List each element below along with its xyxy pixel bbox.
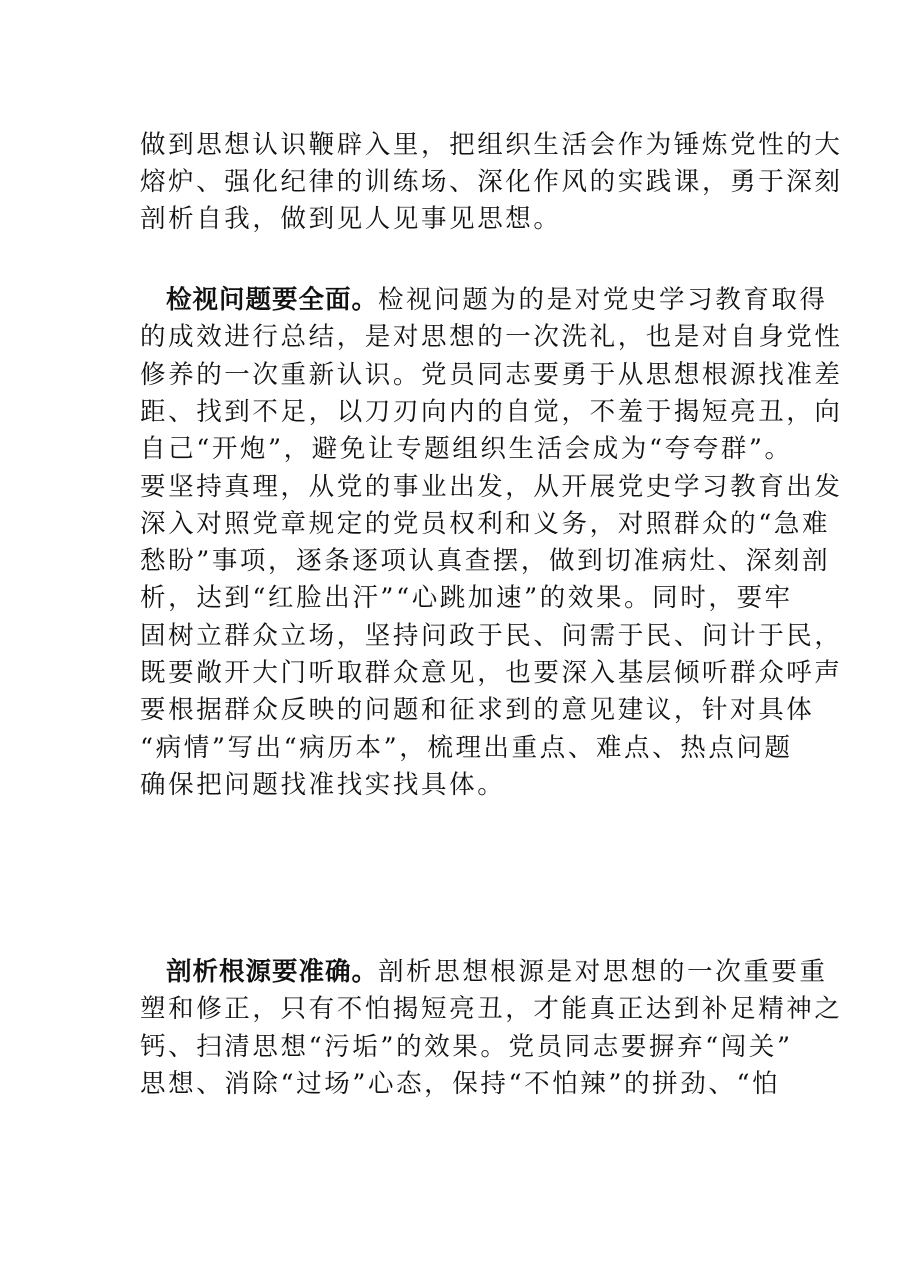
text-line: 确保把问题找准找实找具体。 — [140, 769, 506, 800]
paragraph-first-line — [166, 281, 828, 319]
text-line: 愁盼”事项，逐条逐项认真查摆，做到切准病灶、深刻剖 — [140, 546, 831, 577]
text-line: 塑和修正，只有不怕揭短亮丑，才能真正达到补足精神之 — [140, 994, 843, 1025]
text-line: “病情”写出“病历本”，梳理出重点、难点、热点问题 — [140, 732, 793, 763]
text-line: 要坚持真理，从党的事业出发，从开展党史学习教育出发 — [140, 471, 843, 502]
text-line: 自己“开炮”，避免让专题组织生活会成为“夸夸群”。 — [140, 434, 793, 465]
text-line: 距、找到不足，以刀刃向内的自觉，不羞于揭短亮丑，向 — [140, 396, 843, 427]
text-line: 思想、消除“过场”心态，保持“不怕辣”的拼劲、“怕 — [140, 1068, 781, 1099]
text-line: 深入对照党章规定的党员权利和义务，对照群众的“急难 — [140, 508, 831, 539]
text-line: 熔炉、强化纪律的训练场、深化作风的实践课，勇于深刻 — [140, 167, 843, 197]
text-line: 钙、扫清思想“污垢”的效果。党员同志要摒弃“闯关” — [140, 1031, 793, 1062]
text-line: 要根据群众反映的问题和征求到的意见建议，针对具体 — [140, 695, 815, 726]
text-run: 检视问题为的是对党史学习教育取得 — [378, 285, 828, 315]
text-line: 修养的一次重新认识。党员同志要勇于从思想根源找准差 — [140, 359, 843, 390]
text-line: 析，达到“红脸出汗”“心跳加速”的效果。同时，要牢 — [140, 583, 793, 614]
text-line: 做到思想认识鞭辟入里，把组织生活会作为锤炼党性的大 — [140, 130, 843, 160]
text-line: 既要敞开大门听取群众意见，也要深入基层倾听群众呼声 — [140, 658, 843, 688]
text-run: 剖析思想根源是对思想的一次重要重 — [378, 957, 828, 987]
paragraph-first-line — [166, 953, 828, 991]
section-heading: 检视问题要全面。 — [166, 285, 379, 315]
text-line: 的成效进行总结，是对思想的一次洗礼，也是对自身党性 — [140, 322, 843, 353]
text-line: 剖析自我，做到见人见事见思想。 — [140, 204, 562, 234]
text-line: 固树立群众立场，坚持问政于民、问需于民、问计于民， — [140, 620, 843, 651]
section-heading: 剖析根源要准确。 — [166, 957, 379, 987]
